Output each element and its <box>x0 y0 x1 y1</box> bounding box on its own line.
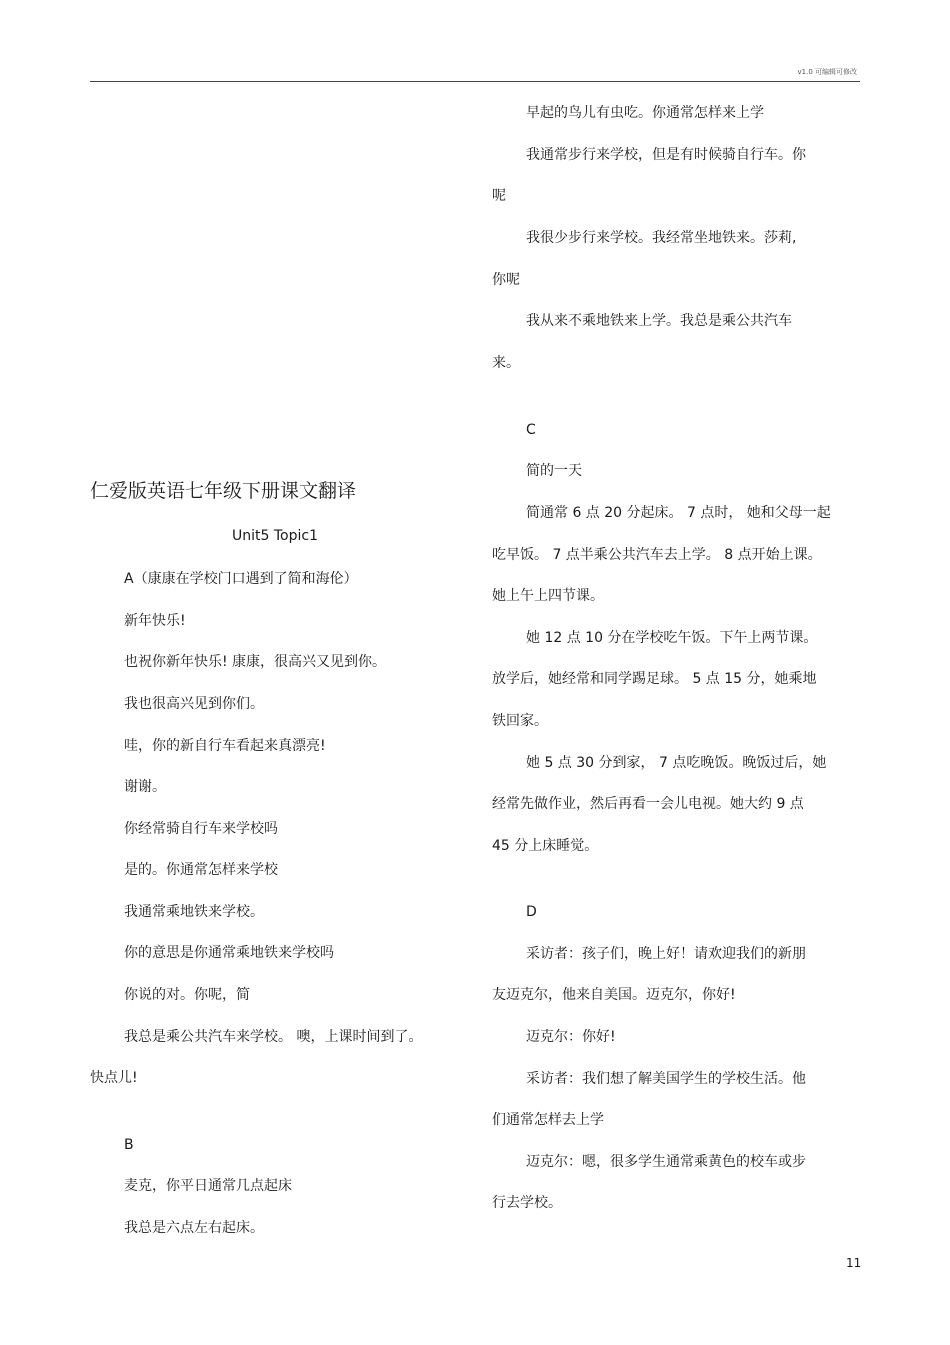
header-version-note: v1.0 可编辑可修改 <box>797 68 857 76</box>
section-b-heading: B <box>124 1137 134 1153</box>
text-line: 放学后，她经常和同学踢足球。 5 点 15 分，她乘地 <box>492 671 817 687</box>
text-line: 迈克尔：你好! <box>526 1029 616 1045</box>
text-line: 45 分上床睡觉。 <box>492 838 599 854</box>
unit-topic-subtitle: Unit5 Topic1 <box>232 528 318 544</box>
text-line: 你呢 <box>492 272 520 288</box>
text-line: 我总是乘公共汽车来学校。 噢，上课时间到了。 <box>124 1029 423 1045</box>
text-line: 我也很高兴见到你们。 <box>124 696 264 712</box>
text-line: 我从来不乘地铁来上学。我总是乘公共汽车 <box>526 313 792 329</box>
text-line: 简通常 6 点 20 分起床。 7 点时， 她和父母一起 <box>526 505 831 521</box>
section-c-title: 简的一天 <box>526 463 582 479</box>
document-title: 仁爱版英语七年级下册课文翻译 <box>90 480 357 502</box>
text-line: 麦克，你平日通常几点起床 <box>124 1178 292 1194</box>
section-c-heading: C <box>526 422 536 438</box>
text-line: 谢谢。 <box>124 779 166 795</box>
text-line: 铁回家。 <box>492 713 548 729</box>
text-line: 她上午上四节课。 <box>492 588 604 604</box>
text-line: 快点儿! <box>90 1070 138 1086</box>
header-divider <box>90 81 860 82</box>
text-line: 哇，你的新自行车看起来真漂亮! <box>124 738 326 754</box>
text-line: 她 12 点 10 分在学校吃午饭。下午上两节课。 <box>526 630 818 646</box>
text-line: 也祝你新年快乐! 康康，很高兴又见到你。 <box>124 654 387 670</box>
text-line: 来。 <box>492 355 520 371</box>
text-line: 经常先做作业，然后再看一会儿电视。她大约 9 点 <box>492 796 804 812</box>
text-line: 你的意思是你通常乘地铁来学校吗 <box>124 945 334 961</box>
text-line: 们通常怎样去上学 <box>492 1112 604 1128</box>
text-line: 采访者：孩子们，晚上好！请欢迎我们的新朋 <box>526 946 806 962</box>
text-line: 我通常乘地铁来学校。 <box>124 904 264 920</box>
text-line: 新年快乐! <box>124 613 186 629</box>
text-line: 吃早饭。 7 点半乘公共汽车去上学。 8 点开始上课。 <box>492 547 822 563</box>
section-d-heading: D <box>526 904 537 920</box>
text-line: 我通常步行来学校，但是有时候骑自行车。你 <box>526 147 806 163</box>
text-line: 我很少步行来学校。我经常坐地铁来。莎莉, <box>526 230 797 246</box>
text-line: 我总是六点左右起床。 <box>124 1220 264 1236</box>
text-line: 友迈克尔，他来自美国。迈克尔，你好! <box>492 987 736 1003</box>
text-line: 你经常骑自行车来学校吗 <box>124 821 278 837</box>
text-line: 采访者：我们想了解美国学生的学校生活。他 <box>526 1071 806 1087</box>
text-line: 呢 <box>492 188 506 204</box>
text-line: 行去学校。 <box>492 1195 562 1211</box>
section-a-heading: A（康康在学校门口遇到了简和海伦） <box>124 571 358 587</box>
text-line: 早起的鸟儿有虫吃。你通常怎样来上学 <box>526 105 764 121</box>
page-number: 11 <box>846 1256 862 1270</box>
text-line: 是的。你通常怎样来学校 <box>124 862 278 878</box>
text-line: 迈克尔：嗯，很多学生通常乘黄色的校车或步 <box>526 1154 806 1170</box>
text-line: 她 5 点 30 分到家， 7 点吃晚饭。晚饭过后，她 <box>526 755 827 771</box>
text-line: 你说的对。你呢，简 <box>124 987 250 1003</box>
